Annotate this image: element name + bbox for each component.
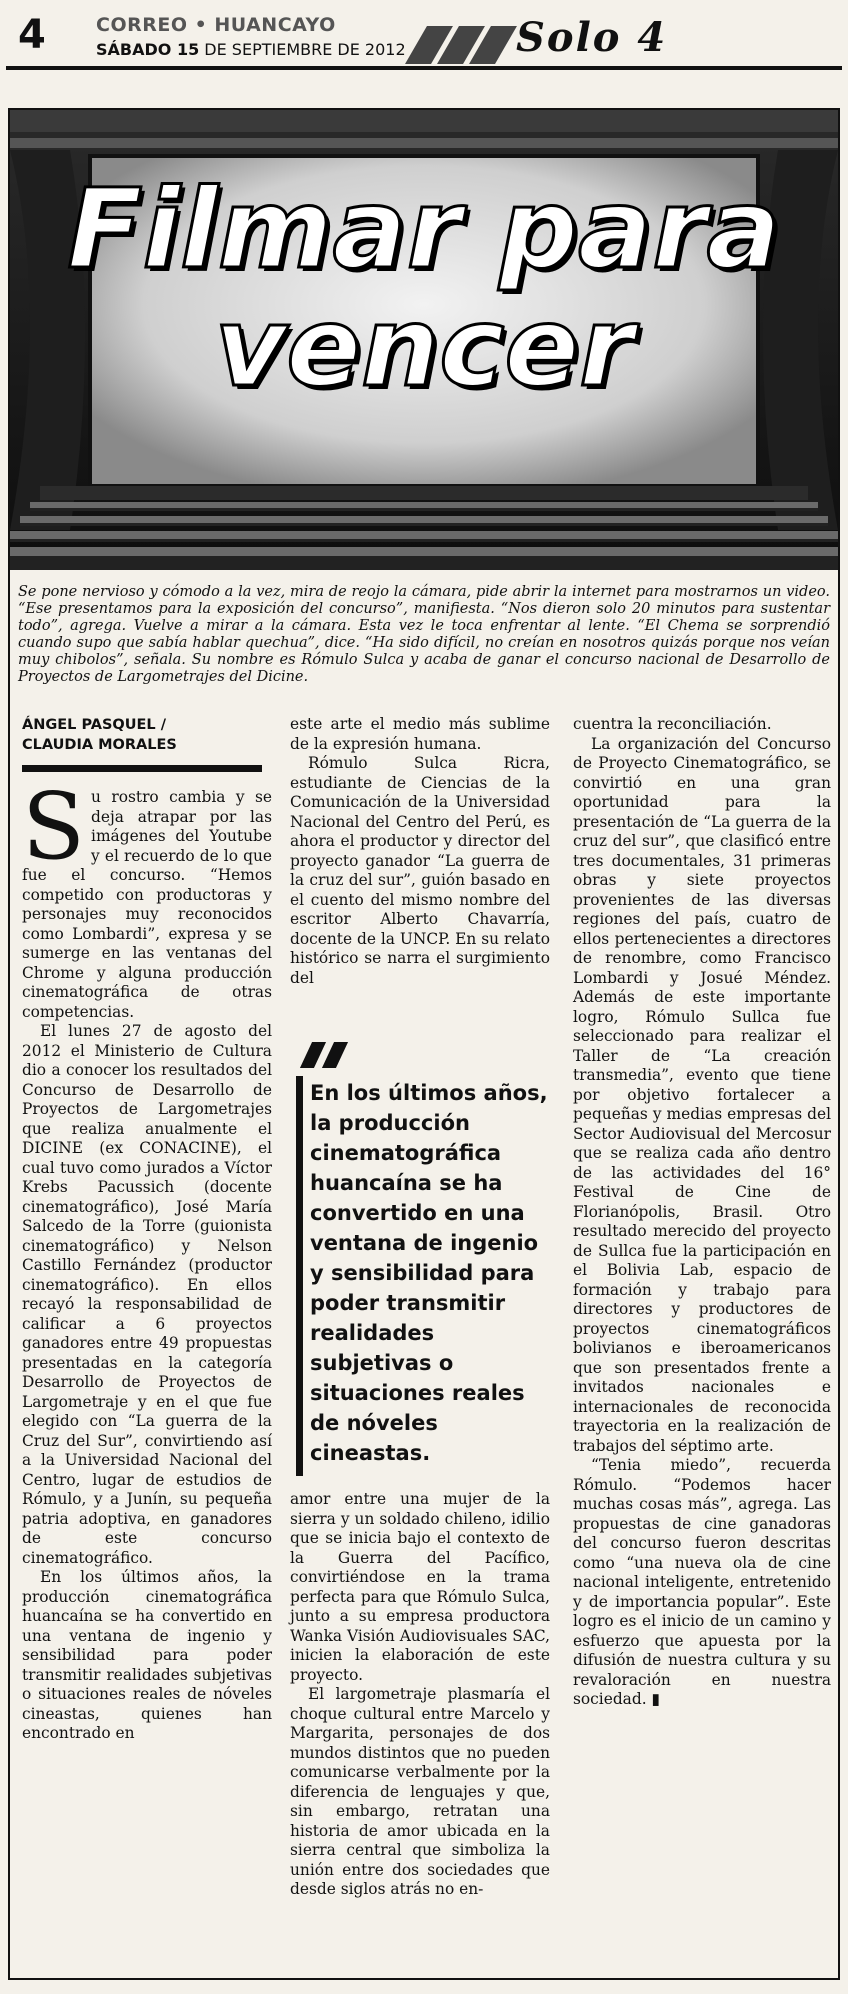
article-column-2-bottom — [290, 1490, 550, 1900]
paragraph: “Tenia miedo”, recuerda Rómulo. “Podemos hacer muchas cosas más”, agrega. Las propuestas de cine ganadoras del concurso fueron descritas como “una nueva ola de cine nacional inteligente, entretenido y de importancia popular”. Este logro es el inicio de un camino y esfuerzo que apuesta por la difusión de nuestra cultura y su revaloración en nuestra sociedad. ▮ — [573, 1456, 831, 1708]
paragraph: La organización del Concurso de Proyecto Cinematográfico, se convirtió en una gran oportunidad para la presentación de “La guerra de la cruz del sur”, que clasificó entre tres documentales, 31 primeras obras y siete proyectos provenientes de las diversas regiones del país, cuatro de ellos pertenecientes a directores de renombre, como Francisco Lombardi y Josué Méndez. Además de este importante logro, Rómulo Sullca fue seleccionado para realizar el Taller de “La creación transmedia”, evento que tiene por objetivo fortalecer a pequeñas y medias empresas del Sector Audiovisual del Mercosur que se realiza cada año dentro de las actividades del 16° Festival de Cine de Florianópolis, Brasil. Otro resultado merecido del proyecto de Sullca fue la participación en el Bolivia Lab, espacio de formación y trabajo para directores y productores de proyectos cinematográficos bolivianos e iberoamericanos que son presentados frente a invitados nacionales e internacionales de reconocida trayectoria en la realización de trabajos del séptimo arte. — [573, 734, 831, 1455]
page-number: 4 — [18, 12, 46, 58]
pull-quote-bar — [296, 1076, 303, 1476]
paragraph: cuentra la reconciliación. — [573, 715, 772, 733]
paragraph: amor entre una mujer de la sierra y un soldado chileno, idilio que se inicia bajo el contexto de la Guerra del Pacífico, convirtiéndose en la trama perfecta para que Rómulo Sulca, junto a su empresa productora Wanka Visión Audiovisuales SAC, inicien la elaboración de este proyecto. — [290, 1490, 550, 1684]
byline-rule — [22, 765, 262, 772]
date-day: SÁBADO 15 — [96, 40, 200, 59]
headline-line-1: Filmar para — [67, 165, 781, 293]
article-column-2-top — [290, 715, 550, 988]
pull-quote-text: En los últimos años, la producción cinematográfica huancaína se ha convertido en una ventana de ingenio y sensibilidad para poder transmitir realidades subjetivas o situaciones reales de nóveles cineastas. — [310, 1081, 548, 1465]
article-headline — [10, 165, 838, 411]
paragraph: El largometraje plasmaría el choque cultural entre Marcelo y Margarita, personajes de dos mundos distintos que no pueden comunicarse verbalmente por la diferencia de lenguajes y que, sin embargo, retratan una historia de amor ubicada en la sierra central que simboliza la unión entre dos sociedades que desde siglos atrás no en- — [290, 1685, 550, 1898]
article-column-3 — [573, 715, 831, 1710]
header-stripes-decoration — [406, 26, 506, 64]
quote-mark-icon — [302, 1042, 362, 1068]
article-column-1 — [22, 715, 272, 1744]
headline-line-2: vencer — [214, 283, 634, 411]
paragraph — [22, 773, 272, 1022]
paragraph: Rómulo Sulca Ricra, estudiante de Ciencias de la Comunicación de la Universidad Nacional del Centro del Perú, es ahora el productor y director del proyecto ganador “La guerra de la cruz del sur”, guión basado en el cuento del mismo nombre del escritor Alberto Chavarría, docente de la UNCP. En su relato histórico se narra el surgimiento del — [290, 754, 550, 987]
paragraph: En los últimos años, la producción cinematográfica huancaína se ha convertido en una ventana de ingenio y sensibilidad para poder transmitir realidades subjetivas o situaciones reales de nóveles cineastas, quienes han encontrado en — [22, 1568, 272, 1742]
article-lead: Se pone nervioso y cómodo a la vez, mira de reojo la cámara, pide abrir la internet para mostrarnos un video. “Ese presentamos para la exposición del concurso”, manifiesta. “Nos dieron solo 20 minutos para sustentar todo”, agrega. Vuelve a mirar a la cámara. Esta vez le toca enfrentar al lente. “El Chema se sorprendió cuando supo que sabía hablar quechua”, dice. “Ha sido difícil, no creían en nosotros quizás porque nos veían muy chibolos”, señala. Su nombre es Rómulo Sulca y acaba de ganar el concurso nacional de Desarrollo de Proyectos de Largometrajes del Dicine. — [18, 584, 830, 685]
publication-date — [96, 40, 406, 59]
byline-author-1: ÁNGEL PASQUEL / — [22, 717, 167, 733]
section-logo: Solo 4 — [516, 14, 668, 61]
cinema-hero-image — [10, 110, 838, 570]
paragraph-text: u rostro cambia y se deja atrapar por las imágenes del Youtube y el recuerdo de lo que fue el concurso. “Hemos competido con productoras y personajes muy reconocidos como Lombardi”, expresa y se sumerge en las ventanas del Chrome y alguna producción cinematográfica de otras competencias. — [22, 788, 272, 1021]
publication-name: CORREO • HUANCAYO — [96, 14, 336, 36]
pull-quote — [296, 1042, 558, 1487]
date-rest: DE SEPTIEMBRE DE 2012 — [199, 40, 406, 59]
byline-author-2: CLAUDIA MORALES — [22, 737, 177, 753]
paragraph: El lunes 27 de agosto del 2012 el Ministerio de Cultura dio a conocer los resultados del Concurso de Desarrollo de Proyectos de Largometrajes que realiza anualmente el DICINE (ex CONACINE), el cual tuvo como jurados a Víctor Krebs Pacussich (docente cinematográfico), José María Salcedo de la Torre (guionista cinematográfico) y Nelson Castillo Fernández (productor cinematográfico). En ellos recayó la responsabilidad de calificar a 6 proyectos ganadores entre 49 propuestas presentadas en la categoría Desarrollo de Proyectos de Largometraje y en el que fue elegido con “La guerra de la Cruz del Sur”, convirtiendo así a la Universidad Nacional del Centro, lugar de estudios de Rómulo, y a Junín, su pequeña patria adoptiva, en ganadores de este concurso cinematográfico. — [22, 1022, 272, 1567]
header-rule — [6, 66, 842, 70]
drop-cap: S — [22, 773, 86, 880]
page-header — [6, 8, 842, 68]
paragraph: este arte el medio más sublime de la expresión humana. — [290, 715, 550, 753]
